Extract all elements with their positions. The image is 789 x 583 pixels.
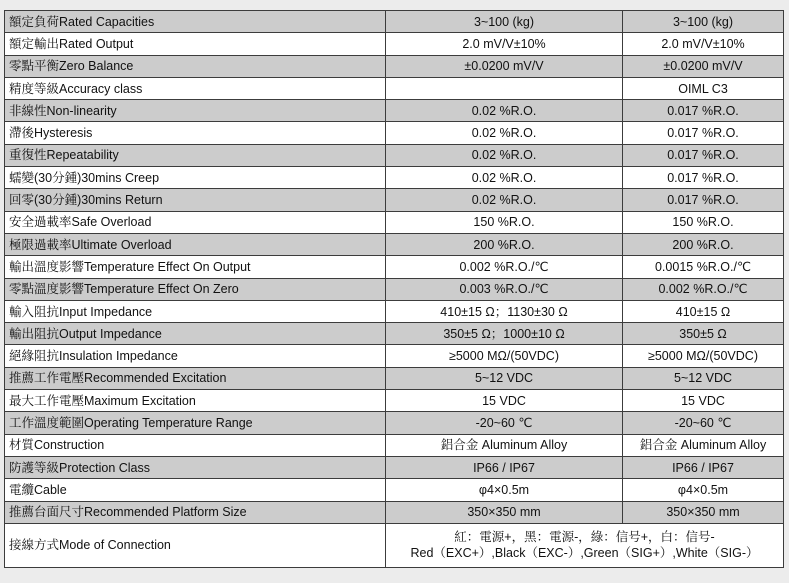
spec-value-model-2: 200 %R.O. xyxy=(623,233,784,255)
spec-label: 重復性Repeatability xyxy=(5,144,386,166)
spec-value-model-1: 200 %R.O. xyxy=(386,233,623,255)
spec-value-model-1: 15 VDC xyxy=(386,390,623,412)
spec-label: 推薦工作電壓Recommended Excitation xyxy=(5,367,386,389)
spec-value-model-2: φ4×0.5m xyxy=(623,479,784,501)
spec-value-model-2: 3~100 (kg) xyxy=(623,11,784,33)
connection-label: 接線方式Mode of Connection xyxy=(5,523,386,567)
spec-row xyxy=(5,345,784,367)
spec-label: 電纜Cable xyxy=(5,479,386,501)
spec-row xyxy=(5,189,784,211)
spec-value-model-2: 350×350 mm xyxy=(623,501,784,523)
spec-row xyxy=(5,501,784,523)
spec-row xyxy=(5,300,784,322)
specification-table-body xyxy=(5,11,784,568)
spec-label: 極限過載率Ultimate Overload xyxy=(5,233,386,255)
spec-value-model-2: 0.017 %R.O. xyxy=(623,144,784,166)
spec-row xyxy=(5,233,784,255)
spec-value-model-2: 0.0015 %R.O./℃ xyxy=(623,256,784,278)
spec-value-model-2: 0.017 %R.O. xyxy=(623,189,784,211)
spec-value-model-2: 0.002 %R.O./℃ xyxy=(623,278,784,300)
specification-table xyxy=(4,10,784,568)
spec-value-model-1: ≥5000 MΩ/(50VDC) xyxy=(386,345,623,367)
spec-value-model-2: OIML C3 xyxy=(623,77,784,99)
spec-value-model-1: 2.0 mV/V±10% xyxy=(386,33,623,55)
spec-row xyxy=(5,33,784,55)
connection-line-chinese: 紅：電源+，黑：電源-，綠：信号+，白：信号- xyxy=(454,530,715,545)
spec-value-model-1: IP66 / IP67 xyxy=(386,456,623,478)
spec-row xyxy=(5,55,784,77)
spec-label: 推薦台面尺寸Recommended Platform Size xyxy=(5,501,386,523)
spec-value-model-1: 0.002 %R.O./℃ xyxy=(386,256,623,278)
spec-value-model-1: -20~60 ℃ xyxy=(386,412,623,434)
spec-label: 蠕變(30分鍾)30mins Creep xyxy=(5,167,386,189)
spec-value-model-1: 0.02 %R.O. xyxy=(386,122,623,144)
spec-row xyxy=(5,479,784,501)
spec-label: 額定負荷Rated Capacities xyxy=(5,11,386,33)
spec-value-model-1: 0.02 %R.O. xyxy=(386,167,623,189)
spec-value-model-1: 350±5 Ω；1000±10 Ω xyxy=(386,323,623,345)
spec-value-model-2: IP66 / IP67 xyxy=(623,456,784,478)
spec-value-model-2: 鋁合金 Aluminum Alloy xyxy=(623,434,784,456)
spec-value-model-1: φ4×0.5m xyxy=(386,479,623,501)
spec-label: 防護等級Protection Class xyxy=(5,456,386,478)
spec-row xyxy=(5,100,784,122)
spec-value-model-1: 0.003 %R.O./℃ xyxy=(386,278,623,300)
spec-label: 精度等級Accuracy class xyxy=(5,77,386,99)
spec-value-model-2: 15 VDC xyxy=(623,390,784,412)
spec-row xyxy=(5,434,784,456)
spec-value-model-2: 0.017 %R.O. xyxy=(623,167,784,189)
spec-row xyxy=(5,167,784,189)
connection-value xyxy=(386,523,784,567)
spec-label: 材質Construction xyxy=(5,434,386,456)
spec-label: 最大工作電壓Maximum Excitation xyxy=(5,390,386,412)
spec-row-connection xyxy=(5,523,784,567)
spec-value-model-1: 0.02 %R.O. xyxy=(386,144,623,166)
spec-value-model-2: 0.017 %R.O. xyxy=(623,122,784,144)
spec-value-model-2: 5~12 VDC xyxy=(623,367,784,389)
spec-row xyxy=(5,211,784,233)
spec-value-model-1 xyxy=(386,77,623,99)
spec-value-model-2: -20~60 ℃ xyxy=(623,412,784,434)
spec-label: 輸出溫度影響Temperature Effect On Output xyxy=(5,256,386,278)
spec-value-model-1: 3~100 (kg) xyxy=(386,11,623,33)
spec-value-model-1: 0.02 %R.O. xyxy=(386,189,623,211)
spec-label: 絕緣阻抗Insulation Impedance xyxy=(5,345,386,367)
spec-label: 安全過載率Safe Overload xyxy=(5,211,386,233)
spec-label: 輸入阻抗Input Impedance xyxy=(5,300,386,322)
spec-row xyxy=(5,456,784,478)
spec-label: 額定輸出Rated Output xyxy=(5,33,386,55)
spec-value-model-1: ±0.0200 mV/V xyxy=(386,55,623,77)
spec-value-model-1: 5~12 VDC xyxy=(386,367,623,389)
spec-value-model-2: 150 %R.O. xyxy=(623,211,784,233)
spec-value-model-2: 350±5 Ω xyxy=(623,323,784,345)
spec-value-model-2: ≥5000 MΩ/(50VDC) xyxy=(623,345,784,367)
spec-value-model-2: 2.0 mV/V±10% xyxy=(623,33,784,55)
spec-row xyxy=(5,278,784,300)
spec-row xyxy=(5,390,784,412)
spec-row xyxy=(5,11,784,33)
spec-value-model-1: 350×350 mm xyxy=(386,501,623,523)
spec-value-model-1: 鋁合金 Aluminum Alloy xyxy=(386,434,623,456)
spec-row xyxy=(5,412,784,434)
spec-value-model-1: 150 %R.O. xyxy=(386,211,623,233)
spec-label: 工作溫度範圍Operating Temperature Range xyxy=(5,412,386,434)
spec-row xyxy=(5,256,784,278)
spec-label: 輸出阻抗Output Impedance xyxy=(5,323,386,345)
connection-line-english: Red（EXC+）,Black（EXC-）,Green（SIG+）,White（SIG-） xyxy=(410,546,759,561)
spec-label: 非線性Non-linearity xyxy=(5,100,386,122)
spec-value-model-1: 410±15 Ω；1130±30 Ω xyxy=(386,300,623,322)
spec-row xyxy=(5,77,784,99)
spec-row xyxy=(5,323,784,345)
spec-row xyxy=(5,122,784,144)
spec-value-model-1: 0.02 %R.O. xyxy=(386,100,623,122)
spec-label: 零點溫度影響Temperature Effect On Zero xyxy=(5,278,386,300)
spec-label: 滯後Hysteresis xyxy=(5,122,386,144)
spec-value-model-2: 0.017 %R.O. xyxy=(623,100,784,122)
spec-value-model-2: ±0.0200 mV/V xyxy=(623,55,784,77)
spec-row xyxy=(5,367,784,389)
spec-label: 回零(30分鍾)30mins Return xyxy=(5,189,386,211)
spec-label: 零點平衡Zero Balance xyxy=(5,55,386,77)
spec-value-model-2: 410±15 Ω xyxy=(623,300,784,322)
spec-row xyxy=(5,144,784,166)
